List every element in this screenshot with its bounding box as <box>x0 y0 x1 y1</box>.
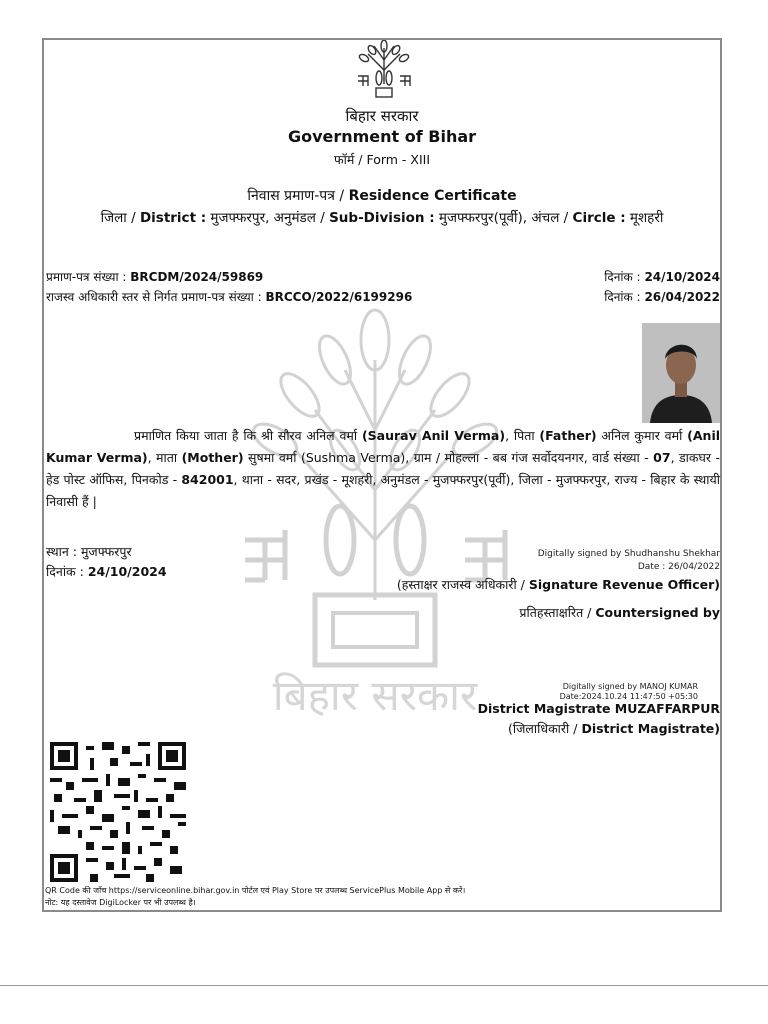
place-date-label: दिनांक : <box>46 564 84 579</box>
form-number: फॉर्म / Form - XIII <box>333 152 431 167</box>
revenue-cert-value: BRCCO/2022/6199296 <box>265 290 413 304</box>
ward-number: 07 <box>653 450 671 465</box>
qr-verification-note: QR Code की जाँच https://serviceonline.bihar.gov.in पोर्टल एवं Play Store पर उपलब्ध ServicePlus Mobile App से करें। <box>45 886 466 895</box>
applicant-name-en: (Saurav Anil Verma) <box>361 428 506 443</box>
body-part-1: प्रमाणित किया जाता है कि श्री सौरव अनिल वर्मा <box>134 428 358 443</box>
place-label: स्थान : <box>46 544 77 559</box>
father-name-en: (Anil Kumar Verma) <box>46 428 721 465</box>
circle-value: मूशहरी <box>629 210 664 226</box>
government-title: Government of Bihar <box>287 127 477 146</box>
district-line <box>44 208 720 226</box>
countersigned-english: Countersigned by <box>595 605 720 620</box>
body-part-4: , माता <box>147 450 178 465</box>
father-name: अनिल कुमार वर्मा <box>601 428 683 443</box>
certificate-title <box>44 186 720 205</box>
district-magistrate-title: District Magistrate MUZAFFARPUR <box>477 701 720 716</box>
digital-signature-1: Digitally signed by Shudhanshu Shekhar <box>537 549 720 559</box>
countersigned-line <box>519 604 720 621</box>
body-part-6: , डाकघर - हेड पोस्ट ऑफिस, पिनकोड - <box>46 450 720 487</box>
revenue-officer-title-english: Signature Revenue Officer) <box>528 577 720 592</box>
mother-label-en: (Mother) <box>181 450 244 465</box>
certificate-title-english: Residence Certificate <box>348 188 517 204</box>
body-part-2: , पिता <box>505 428 535 443</box>
date-value-2: 26/04/2022 <box>644 290 720 304</box>
dm-subtitle-english: District Magistrate) <box>581 721 720 736</box>
cert-no-value: BRCDM/2024/59869 <box>130 270 264 284</box>
pincode: 842001 <box>181 472 234 487</box>
qr-code-icon <box>50 742 186 882</box>
place-line <box>46 543 132 560</box>
district-label-hindi: जिला / <box>100 210 136 226</box>
date-value-1: 24/10/2024 <box>644 270 720 284</box>
revenue-certificate-number <box>46 288 412 305</box>
certificate-title-hindi: निवास प्रमाण-पत्र / <box>247 188 345 204</box>
place-date-value: 24/10/2024 <box>87 564 167 579</box>
digital-signature-1-date: Date : 26/04/2022 <box>637 562 720 572</box>
district-magistrate-subtitle <box>508 720 720 737</box>
district-label: District : <box>139 210 207 226</box>
circle-label: Circle : <box>572 210 626 226</box>
digital-signature-2: Digitally signed by MANOJ KUMAR <box>562 682 698 691</box>
revenue-officer-title-hindi: (हस्ताक्षर राजस्व अधिकारी / <box>396 577 525 592</box>
person-icon <box>642 323 720 423</box>
issue-date-1 <box>604 268 720 285</box>
revenue-cert-label: राजस्व अधिकारी स्तर से निर्गत प्रमाण-पत्र संख्या : <box>46 290 262 304</box>
dm-subtitle-hindi: (जिलाधिकारी / <box>508 721 578 736</box>
page-divider <box>0 985 768 986</box>
digital-signature-2-date: Date:2024.10.24 11:47:50 +05:30 <box>559 692 698 701</box>
applicant-photo <box>642 323 720 423</box>
government-hindi: बिहार सरकार <box>345 107 419 125</box>
bihar-emblem-icon <box>354 40 414 102</box>
place-date-line <box>46 563 167 580</box>
body-part-7: , थाना - सदर, प्रखंड - मूशहरी, अनुमंडल - मुजफ्फरपुर(पूर्वी), जिला - मुजफ्फरपुर, राज्य - बिहार के स्थायी निवासी हैं | <box>46 472 721 509</box>
countersigned-hindi: प्रतिहस्ताक्षरित / <box>519 605 592 620</box>
date-label-1: दिनांक : <box>604 270 641 284</box>
subdivision-value: मुजफ्फरपुर(पूर्वी), अंचल / <box>438 210 569 226</box>
watermark-text: बिहार सरकार <box>272 671 478 720</box>
certificate-body <box>46 425 720 513</box>
district-value: मुजफ्फरपुर, अनुमंडल / <box>210 210 325 226</box>
cert-no-label: प्रमाण-पत्र संख्या : <box>46 270 127 284</box>
certificate-number <box>46 268 263 285</box>
issue-date-2 <box>604 288 720 305</box>
place-value: मुजफ्फरपुर <box>80 544 132 559</box>
date-label-2: दिनांक : <box>604 290 641 304</box>
father-label-en: (Father) <box>539 428 597 443</box>
revenue-officer-title <box>397 576 720 593</box>
body-part-5: सुषमा वर्मा (Sushma Verma), ग्राम / मोहल्ला - बब गंज सर्वोदयनगर, वार्ड संख्या - <box>248 450 649 465</box>
digilocker-note: नोट: यह दस्तावेज DigiLocker पर भी उपलब्ध है। <box>45 898 196 907</box>
subdivision-label: Sub-Division : <box>329 210 435 226</box>
